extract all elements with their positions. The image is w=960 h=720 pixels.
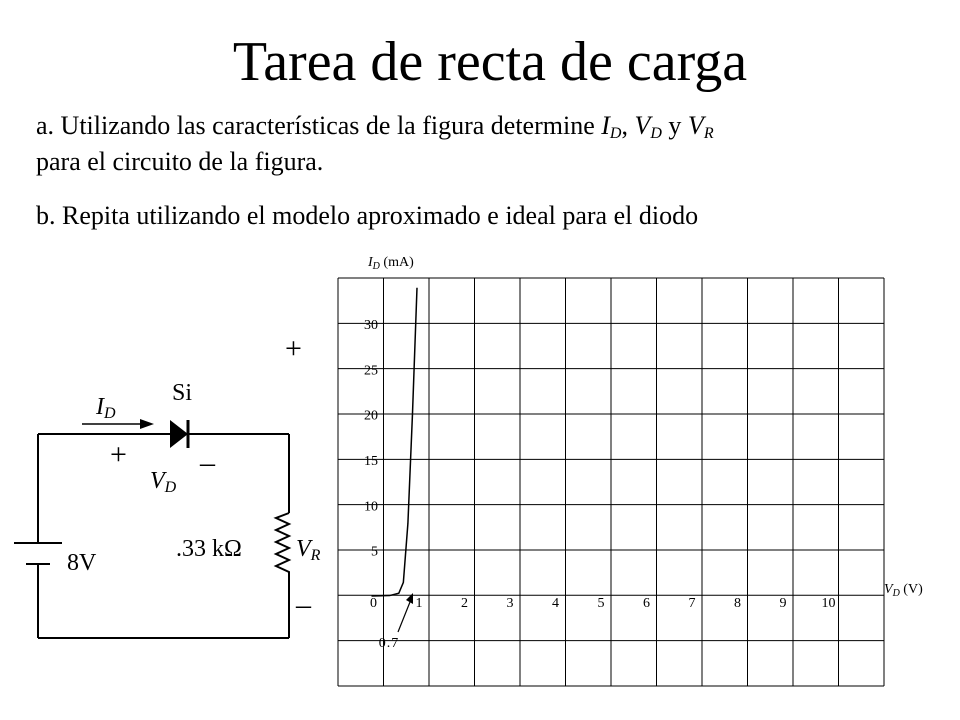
vr-symbol: V bbox=[687, 111, 704, 140]
annotation-arrow-shaft bbox=[398, 602, 410, 632]
x-tick-label: 1 bbox=[415, 596, 423, 611]
vr-subscript: R bbox=[703, 125, 714, 142]
chart-ticks bbox=[364, 318, 836, 611]
conjunction: y bbox=[668, 111, 682, 140]
x-tick-label: 6 bbox=[643, 596, 650, 611]
x-axis-label bbox=[884, 582, 923, 598]
question-a-prefix: a. Utilizando las características de la figura determine bbox=[36, 111, 595, 140]
y-tick-label: 5 bbox=[371, 544, 378, 560]
diode-label: Si bbox=[172, 380, 193, 406]
y-tick-label: 30 bbox=[364, 318, 378, 334]
output-plus-sign: + bbox=[285, 332, 302, 365]
resistor-value-label: .33 kΩ bbox=[176, 536, 242, 562]
chart-annotation: 0.7 bbox=[378, 636, 400, 651]
question-b: b. Repita utilizando el modelo aproximado e ideal para el diodo bbox=[36, 201, 699, 230]
separator: , bbox=[621, 111, 628, 140]
y-axis-subscript: D bbox=[372, 261, 380, 272]
vd-symbol: V bbox=[634, 111, 651, 140]
x-tick-label: 10 bbox=[821, 596, 836, 611]
x-tick-label: 4 bbox=[552, 596, 559, 611]
x-tick-label: 9 bbox=[779, 596, 787, 611]
x-tick-label: 3 bbox=[506, 596, 514, 611]
resistor-voltage-subscript: R bbox=[310, 547, 321, 564]
id-symbol: I bbox=[601, 111, 610, 140]
x-tick-label: 8 bbox=[734, 596, 741, 611]
output-minus-sign: – bbox=[296, 588, 311, 621]
current-symbol: I bbox=[96, 394, 104, 420]
diode-voltage-subscript: D bbox=[164, 479, 177, 496]
resistor-voltage-symbol: V bbox=[296, 536, 311, 562]
y-axis-unit: (mA) bbox=[383, 255, 414, 270]
chart-grid bbox=[338, 278, 884, 686]
y-axis-label bbox=[368, 255, 414, 271]
y-tick-label: 15 bbox=[364, 454, 378, 470]
vd-subscript: D bbox=[650, 125, 662, 142]
id-subscript: D bbox=[609, 125, 622, 142]
current-subscript: D bbox=[104, 405, 116, 422]
x-tick-label: 2 bbox=[461, 596, 468, 611]
diode-voltage-symbol: V bbox=[150, 468, 165, 494]
diode-minus-sign: – bbox=[200, 446, 215, 479]
x-tick-label: 0 bbox=[370, 596, 377, 611]
x-axis-symbol: V bbox=[884, 582, 893, 597]
y-tick-label: 25 bbox=[364, 363, 378, 379]
x-tick-label: 7 bbox=[688, 596, 696, 611]
source-label: 8V bbox=[67, 550, 97, 576]
x-axis-subscript: D bbox=[892, 588, 900, 599]
y-tick-label: 10 bbox=[364, 499, 378, 515]
y-axis-symbol: I bbox=[368, 255, 373, 270]
diode-plus-sign: + bbox=[110, 438, 127, 471]
x-axis-unit: (V) bbox=[903, 582, 923, 597]
question-a-line2: para el circuito de la figura. bbox=[36, 147, 324, 176]
x-tick-label: 5 bbox=[597, 596, 605, 611]
y-tick-label: 20 bbox=[364, 408, 378, 424]
page-title: Tarea de recta de carga bbox=[232, 31, 748, 93]
